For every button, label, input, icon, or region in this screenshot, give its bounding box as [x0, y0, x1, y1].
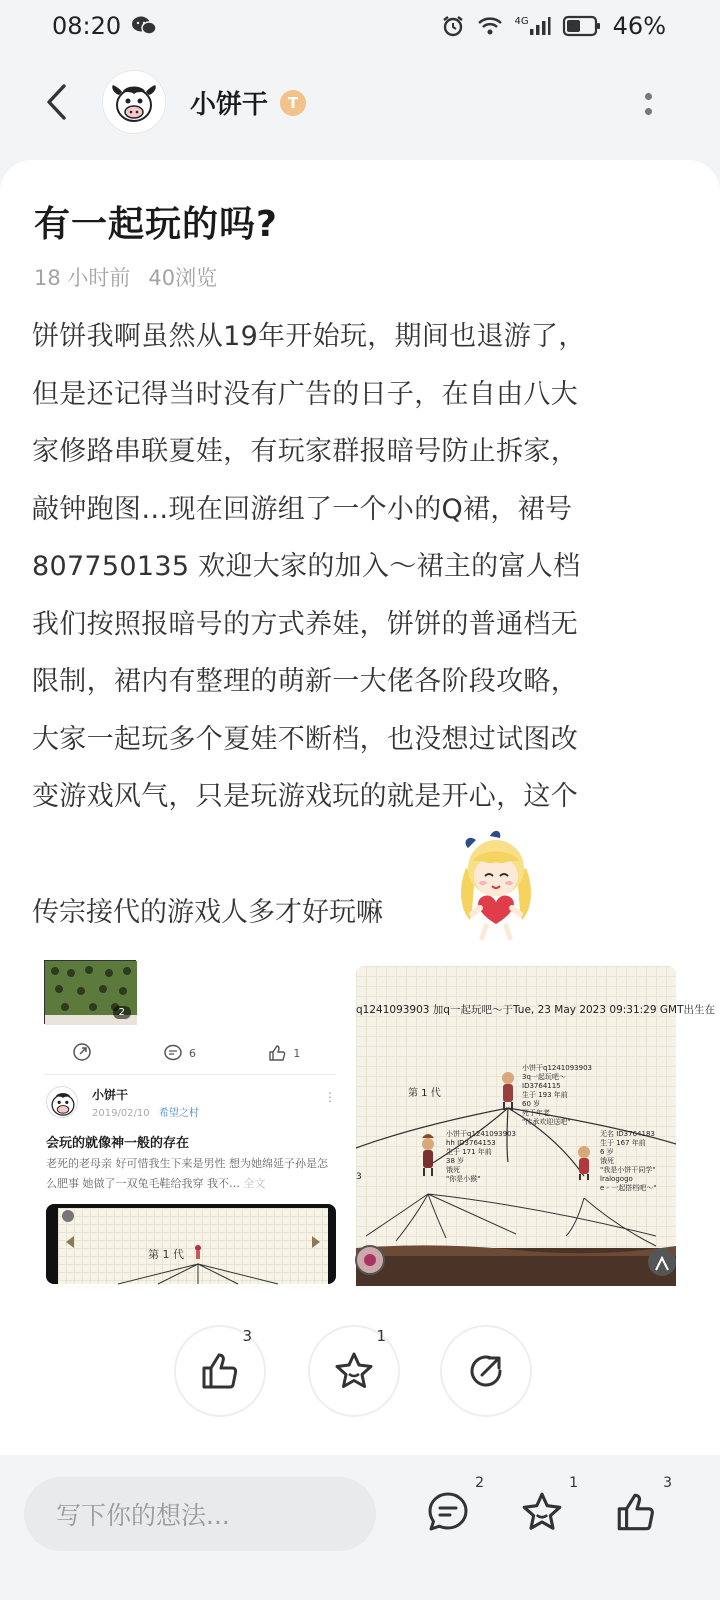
- node-line: 生于 171 年前: [446, 1148, 492, 1156]
- tree-node-3: [600, 1130, 657, 1193]
- node-line: "传承欢迎送吧": [522, 1118, 571, 1126]
- family-tree-mini: [58, 1208, 328, 1284]
- inner-gen-label: 第 1 代: [148, 1248, 184, 1261]
- inner-text-content: 老死的老母亲 好可惜我生下来是男性 想为她绵延子孙是怎么肥事 她做了一双兔毛鞋给我穿 我不…: [46, 1157, 328, 1190]
- inner-game-screenshot: [46, 1204, 336, 1284]
- like-count: 1: [293, 1046, 301, 1060]
- cow-avatar-icon: [47, 1087, 79, 1119]
- node-line: 死于年老: [522, 1109, 550, 1117]
- post-views: 40浏览: [148, 266, 218, 290]
- share-icon: [72, 1042, 92, 1065]
- comment-placeholder: 写下你的想法...: [56, 1501, 230, 1530]
- body-line: 但是还记得当时没有广告的日子，在自由八大: [32, 378, 578, 410]
- node-line: 60 岁: [522, 1100, 541, 1108]
- favorite-button[interactable]: [308, 1325, 400, 1417]
- status-bar: [0, 0, 720, 52]
- wifi-icon: [477, 15, 503, 37]
- comment-input[interactable]: [24, 1477, 376, 1551]
- node-line: 无名 ID3764183: [600, 1130, 655, 1138]
- dot-icon: [645, 93, 652, 100]
- family-tree-lines: [356, 966, 715, 1286]
- inner-date: 2019/02/10: [92, 1108, 150, 1119]
- star-icon: [332, 1349, 376, 1393]
- inner-action-row: [36, 1038, 336, 1068]
- image-count-badge: 2: [113, 1006, 131, 1019]
- wechat-icon: [131, 15, 157, 37]
- inner-tag: 希望之村: [158, 1108, 199, 1119]
- favorite-count: 1: [376, 1327, 386, 1345]
- inner-text: [46, 1154, 330, 1194]
- node-line: 3q一起玩吧～: [522, 1073, 566, 1081]
- post-image-2[interactable]: [356, 966, 715, 1286]
- node-line: 饿死: [446, 1166, 460, 1174]
- post-actions: [0, 1325, 720, 1425]
- avatar[interactable]: [102, 70, 166, 134]
- status-time: 08:20: [52, 12, 122, 40]
- post-image-1[interactable]: [36, 960, 341, 1285]
- bottom-bar: [0, 1455, 720, 1600]
- signal-icon: [515, 16, 551, 36]
- post-time: 18 小时前: [34, 266, 131, 290]
- node-line: hh ID3764153: [446, 1139, 496, 1147]
- like-count: 3: [663, 1475, 672, 1491]
- game-map-thumbnail: [44, 960, 136, 1024]
- network-type: 4G: [514, 16, 529, 27]
- node-line: 饿死: [600, 1157, 614, 1165]
- alarm-icon: [441, 14, 465, 38]
- node-line: 生于 193 年前: [522, 1091, 568, 1099]
- inner-title: 会玩的就像神一般的存在: [46, 1136, 190, 1151]
- node-line: 38 岁: [446, 1157, 465, 1165]
- node-line: ID3764115: [522, 1082, 561, 1090]
- comment-button[interactable]: [422, 1475, 484, 1541]
- username[interactable]: 小饼干: [190, 90, 269, 120]
- like-button[interactable]: [174, 1325, 266, 1417]
- share-button[interactable]: [440, 1325, 532, 1417]
- inner-meta: [92, 1104, 199, 1119]
- node-line: e - 一起搭档吧～": [600, 1184, 657, 1192]
- anime-girl-sticker: [450, 828, 542, 940]
- battery-level: 46%: [612, 12, 666, 40]
- body-line: 饼饼我啊虽然从19年开始玩，期间也退游了，: [32, 321, 586, 352]
- avatar: [46, 1086, 78, 1118]
- like-count: 3: [242, 1327, 252, 1345]
- post-header: [0, 62, 720, 142]
- body-line: 限制，裙内有整理的萌新一大佬各阶段攻略，: [32, 666, 578, 697]
- favorite-count: 1: [569, 1475, 578, 1491]
- generation-label: 第 1 代: [408, 1088, 441, 1099]
- thumbs-up-icon: [613, 1489, 659, 1535]
- post-body: [32, 308, 672, 826]
- more-options-button[interactable]: [636, 84, 660, 124]
- inner-more-link: 全文: [243, 1177, 266, 1190]
- battery-icon: [563, 15, 601, 37]
- dot-icon: [645, 108, 652, 115]
- favorite-button[interactable]: [516, 1475, 578, 1541]
- like-button[interactable]: [610, 1475, 672, 1541]
- body-line: 敲钟跑图…现在回游组了一个小的Q裙，裙号: [32, 493, 573, 525]
- back-button[interactable]: [36, 80, 76, 124]
- body-line: 变游戏风气，只是玩游戏玩的就是开心，这个: [32, 781, 578, 812]
- node-line: 小饼干q1241093903: [446, 1130, 516, 1138]
- node-line: lralogogo: [600, 1175, 633, 1183]
- family-tree-header: q1241093903 加q一起玩吧～于Tue, 23 May 2023 09:31:29 GMT出生在: [356, 1004, 715, 1016]
- post-title: 有一起玩的吗?: [34, 204, 278, 245]
- cow-avatar-icon: [109, 77, 159, 127]
- user-level-badge: T: [280, 90, 306, 116]
- left-marker: 3: [356, 1172, 362, 1182]
- node-line: 6 岁: [600, 1148, 614, 1156]
- comment-icon: [425, 1489, 471, 1535]
- comment-count: 6: [188, 1046, 196, 1060]
- thumbs-up-icon: [267, 1043, 287, 1063]
- tree-node-1: [522, 1064, 592, 1127]
- body-line: 我们按照报暗号的方式养娃，饼饼的普通档无: [32, 608, 578, 640]
- body-line: 传宗接代的游戏人多才好玩嘛: [32, 897, 383, 928]
- post-card: [0, 160, 720, 1455]
- star-icon: [519, 1489, 565, 1535]
- inner-username: 小饼干: [92, 1088, 129, 1102]
- node-line: "你是小猴": [446, 1175, 481, 1183]
- body-line: 家修路串联夏娃，有玩家群报暗号防止拆家，: [32, 436, 578, 467]
- comment-icon: [163, 1043, 183, 1063]
- node-line: 生于 167 年前: [600, 1139, 646, 1147]
- comment-count: 2: [475, 1475, 484, 1491]
- tree-node-2: [446, 1130, 516, 1184]
- body-line: 807750135 欢迎大家的加入～裙主的富人档: [32, 551, 581, 582]
- post-meta: [34, 262, 235, 292]
- thumbs-up-icon: [198, 1349, 242, 1393]
- divider: [44, 1074, 336, 1075]
- share-icon: [464, 1349, 508, 1393]
- node-line: "我是小饼干同学": [600, 1166, 656, 1174]
- inner-more-icon: ⋮: [324, 1090, 336, 1104]
- chevron-left-icon: [44, 83, 68, 121]
- body-line: 大家一起玩多个夏娃不断档，也没想过试图改: [32, 723, 578, 755]
- node-line: 小饼干q1241093903: [522, 1064, 592, 1072]
